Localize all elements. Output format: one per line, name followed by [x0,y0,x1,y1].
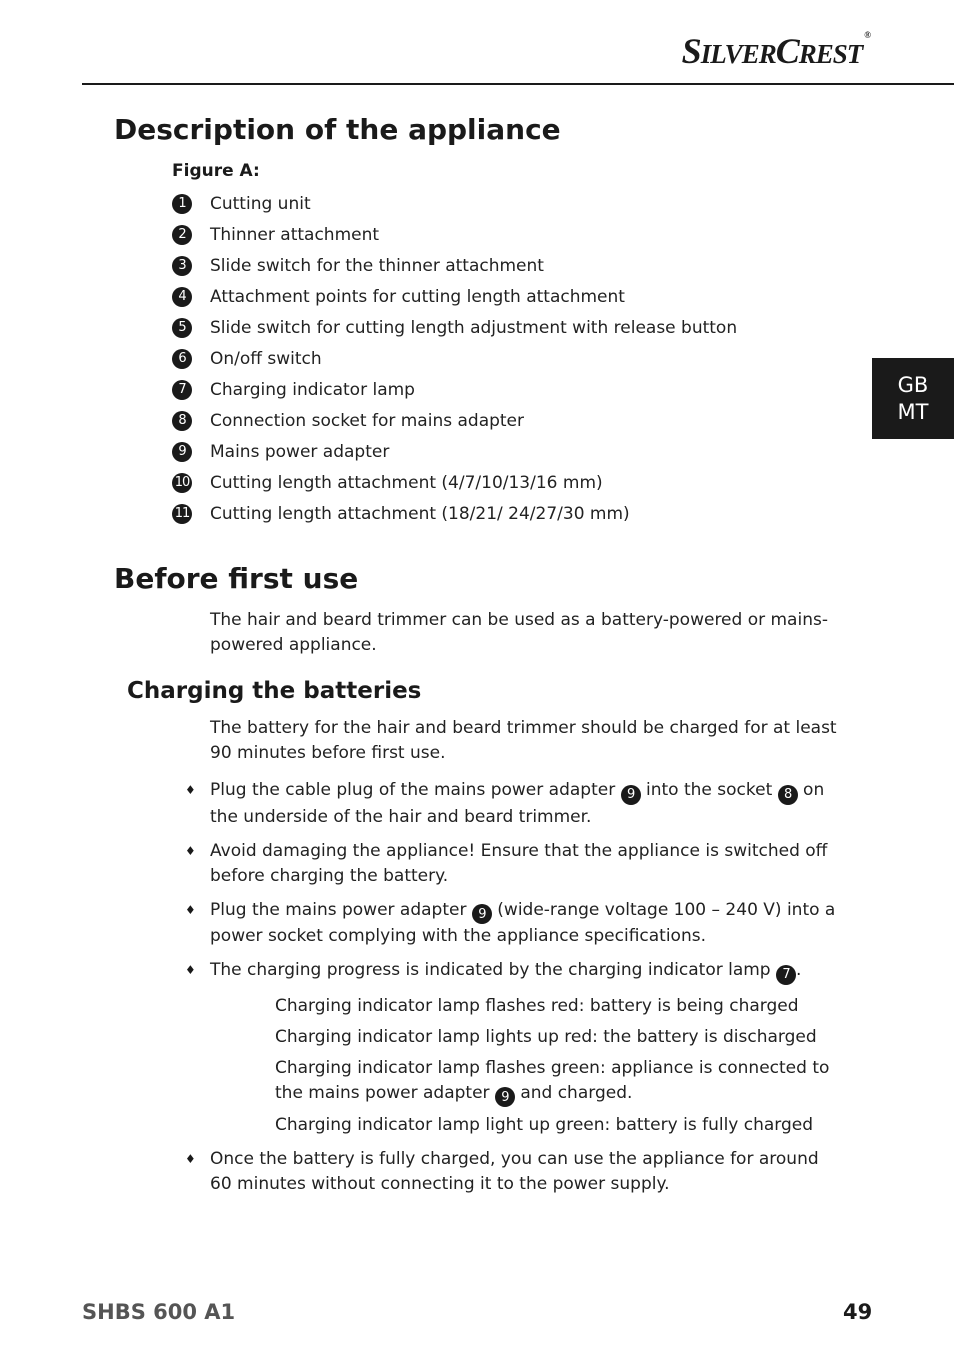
indicator-state: Charging indicator lamp light up green: battery is fully charged [275,1115,814,1135]
indicator-state [275,1056,845,1108]
part-number: 1 [172,194,192,214]
part-label: Thinner attachment [210,224,380,245]
part-number: 10 [172,473,192,493]
step-text: Avoid damaging the appliance! Ensure that the appliance is switched off before charging the battery. [210,840,828,886]
header-rule [82,83,954,85]
page-number: 49 [843,1300,873,1324]
part-number: 5 [172,318,192,338]
part-number: 2 [172,225,192,245]
bullet-diamond-icon: ♦ [185,1152,196,1166]
bullet-diamond-icon: ♦ [185,783,196,797]
part-item [172,343,737,374]
description-heading: Description of the appliance [114,113,561,146]
indicator-text: and charged. [514,1082,633,1103]
part-item [172,188,737,219]
part-number: 7 [172,380,192,400]
part-label: Cutting unit [210,193,311,214]
part-number: 3 [172,256,192,276]
bullet-diamond-icon: ♦ [185,963,196,977]
part-number: 11 [172,504,192,524]
bullet-diamond-icon: ♦ [185,902,196,917]
indicator-states [275,994,845,1139]
charging-intro [210,716,850,766]
footer-model: SHBS 600 A1 [82,1300,236,1324]
part-number: 6 [172,349,192,369]
part-label: Attachment points for cutting length attachment [210,286,625,307]
part-item [172,374,737,405]
part-item [172,436,737,467]
step-text: The charging progress is indicated by the charging indicator lamp [210,960,777,980]
first-use-intro: The hair and beard trimmer can be used as a battery-powered or mains-powered appliance. [210,610,828,655]
charging-step [185,778,845,830]
parts-list [172,188,737,529]
indicator-text: Charging indicator lamp flashes green: appliance is connected to the mains power adapter [275,1057,830,1103]
part-label: Connection socket for mains adapter [210,410,525,431]
step-text: on the underside of the hair and beard trimmer. [210,780,825,827]
part-label: Slide switch for cutting length adjustment with release button [210,317,738,338]
figure-label: Figure A: [172,161,260,181]
step-text: Plug the mains power adapter [210,899,472,920]
language-code-gb: GB [897,372,929,397]
indicator-state: Charging indicator lamp lights up red: the battery is discharged [275,1026,817,1047]
charging-step [185,1147,845,1197]
charging-intro-line2: 90 minutes before first use. [210,743,446,763]
part-item [172,498,737,529]
first-use-heading: Before first use [114,562,359,595]
part-item [172,250,737,281]
language-tab [872,358,954,439]
part-label: Mains power adapter [210,441,390,462]
step-text: . [796,960,802,980]
part-label: On/off switch [210,348,322,369]
part-item [172,312,737,343]
part-label: Charging indicator lamp [210,379,415,400]
indicator-state: Charging indicator lamp flashes red: battery is being charged [275,995,799,1016]
step-text: (wide-range voltage 100 – 240 V) into a power socket complying with the appliance specifications. [210,899,836,946]
part-item [172,467,737,498]
brand-logo: SILVERCREST® [681,30,870,71]
part-item [172,281,737,312]
part-item [172,219,737,250]
part-ref: 7 [776,965,796,985]
charging-steps [185,778,845,1206]
part-label: Cutting length attachment (18/21/ 24/27/30 mm) [210,503,630,524]
charging-step [185,958,845,1138]
step-text: Once the battery is fully charged, you can use the appliance for around [210,1149,819,1169]
bullet-diamond-icon: ♦ [185,843,196,858]
part-number: 8 [172,411,192,431]
step-text: 60 minutes without connecting it to the power supply. [210,1174,670,1194]
part-ref: 9 [495,1087,515,1107]
charging-step [185,839,845,889]
part-label: Slide switch for the thinner attachment [210,255,544,276]
part-number: 9 [172,442,192,462]
language-code-mt: MT [897,399,929,424]
part-number: 4 [172,287,192,307]
charging-step [185,898,845,950]
step-text: Plug the cable plug of the mains power adapter [210,780,621,800]
part-ref: 9 [472,904,492,924]
part-ref: 9 [621,785,641,805]
part-item [172,405,737,436]
charging-intro-line1: The battery for the hair and beard trimmer should be charged for at least [210,718,837,738]
part-ref: 8 [778,785,798,805]
charging-heading: Charging the batteries [127,678,422,704]
step-text: into the socket [640,780,778,800]
part-label: Cutting length attachment (4/7/10/13/16 mm) [210,472,603,493]
